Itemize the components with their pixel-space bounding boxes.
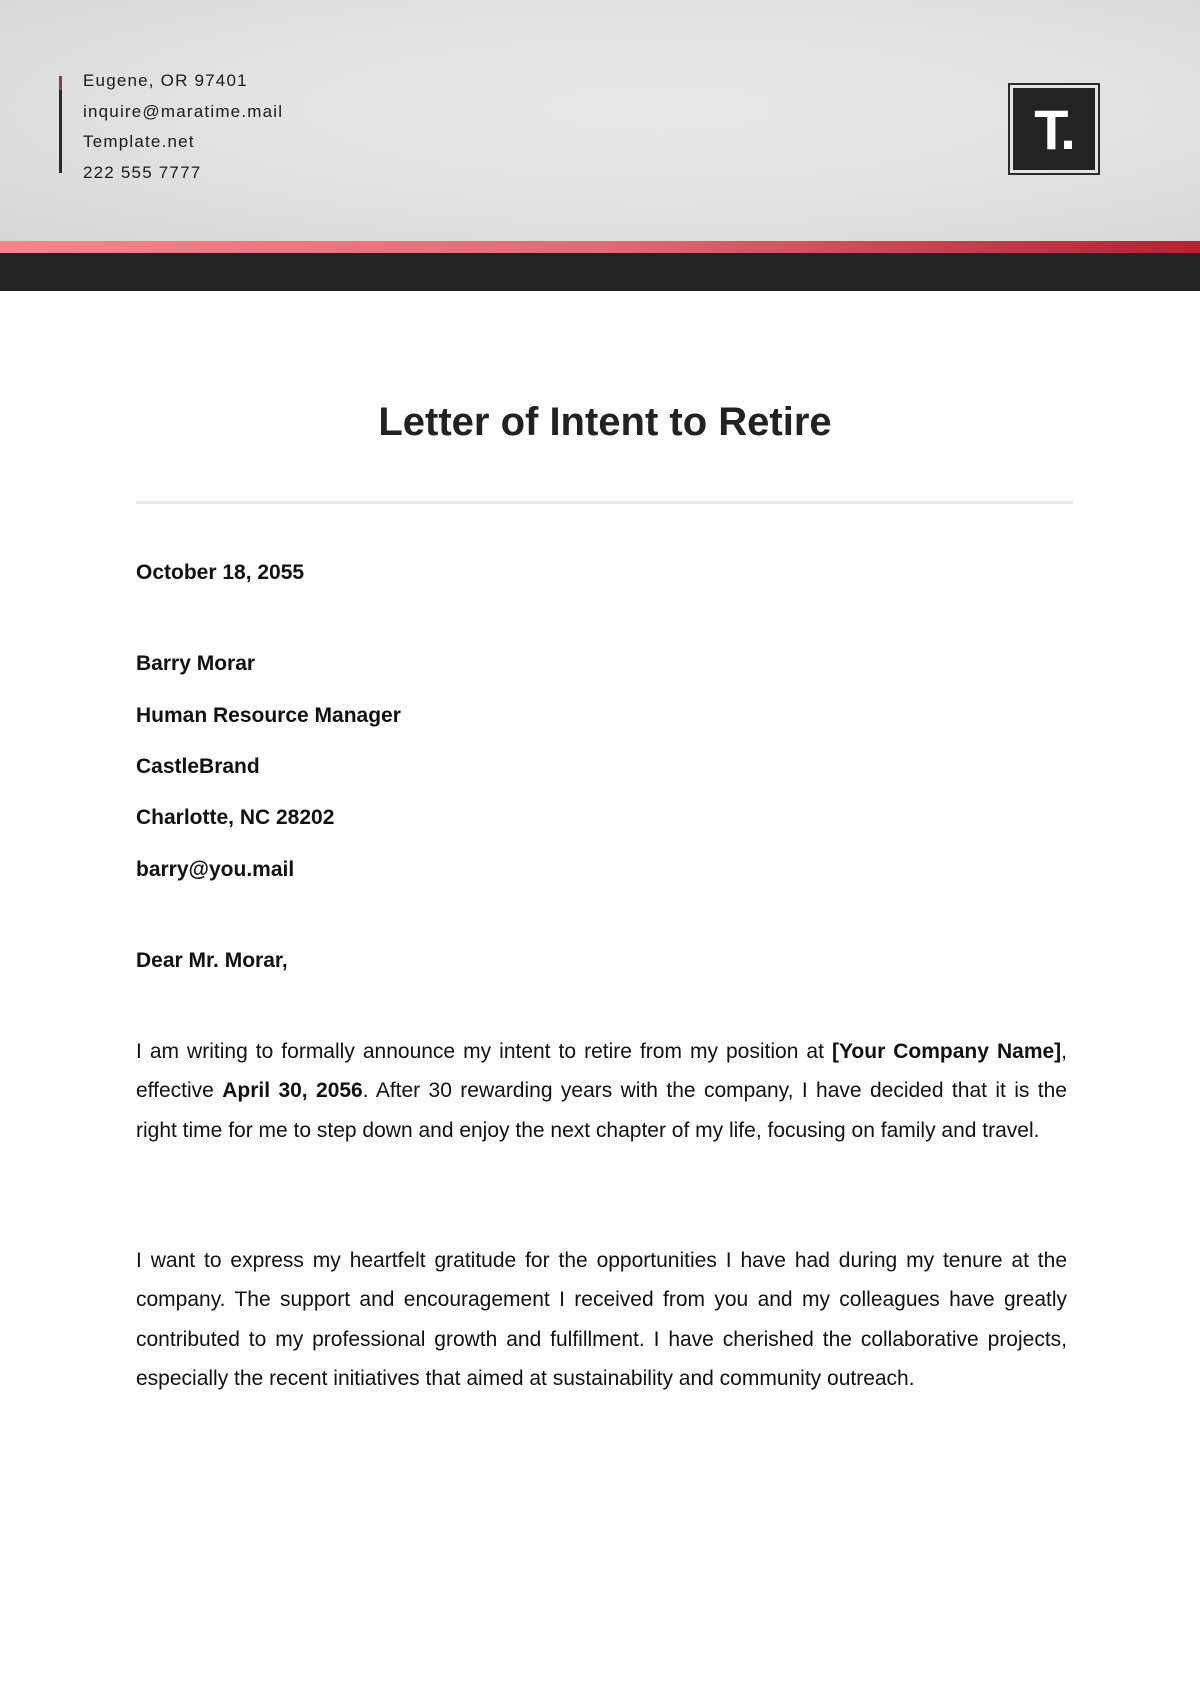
- title-divider: [136, 501, 1073, 504]
- salutation: Dear Mr. Morar,: [136, 949, 288, 972]
- contact-info: [83, 70, 283, 192]
- contact-phone: 222 555 7777: [83, 162, 202, 182]
- recipient-email: barry@you.mail: [136, 858, 295, 881]
- text-segment: I am writing to formally announce my intent to retire from my position at: [136, 1040, 832, 1063]
- recipient-name: Barry Morar: [136, 652, 256, 675]
- recipient-company: CastleBrand: [136, 755, 260, 778]
- logo: [1008, 83, 1100, 175]
- recipient-address: Charlotte, NC 28202: [136, 806, 335, 829]
- dark-band: [0, 253, 1200, 291]
- accent-band: [0, 241, 1200, 253]
- logo-mark: T.: [1013, 88, 1095, 170]
- contact-email: inquire@maratime.mail: [83, 101, 284, 121]
- retirement-date: April 30, 2056: [222, 1079, 363, 1103]
- paragraph-2: I want to express my heartfelt gratitude for the opportunities I have had during my tenure at the company. The support and encouragement I received from you and my colleagues have greatly contributed to my professional growth and fulfillment. I have cherished the collaborative projects, especially the recent initiatives that aimed at sustainability and community outreach.: [136, 1249, 1067, 1390]
- contact-website: Template.net: [83, 132, 195, 151]
- text-segment: . After 30 rewarding years with the company, I have decided that it is the right time for me to step down and enjoy the next chapter of my life, focusing on family and travel.: [136, 1079, 1067, 1142]
- contact-divider: [59, 76, 62, 173]
- document-title: Letter of Intent to Retire: [378, 400, 832, 444]
- paragraph-1: [136, 1032, 1067, 1150]
- company-placeholder: [Your Company Name]: [831, 1040, 1062, 1063]
- contact-address: Eugene, OR 97401: [83, 71, 248, 90]
- recipient-title: Human Resource Manager: [136, 704, 401, 727]
- text-segment: , effective: [136, 1040, 1068, 1103]
- letter-date: October 18, 2055: [136, 561, 305, 584]
